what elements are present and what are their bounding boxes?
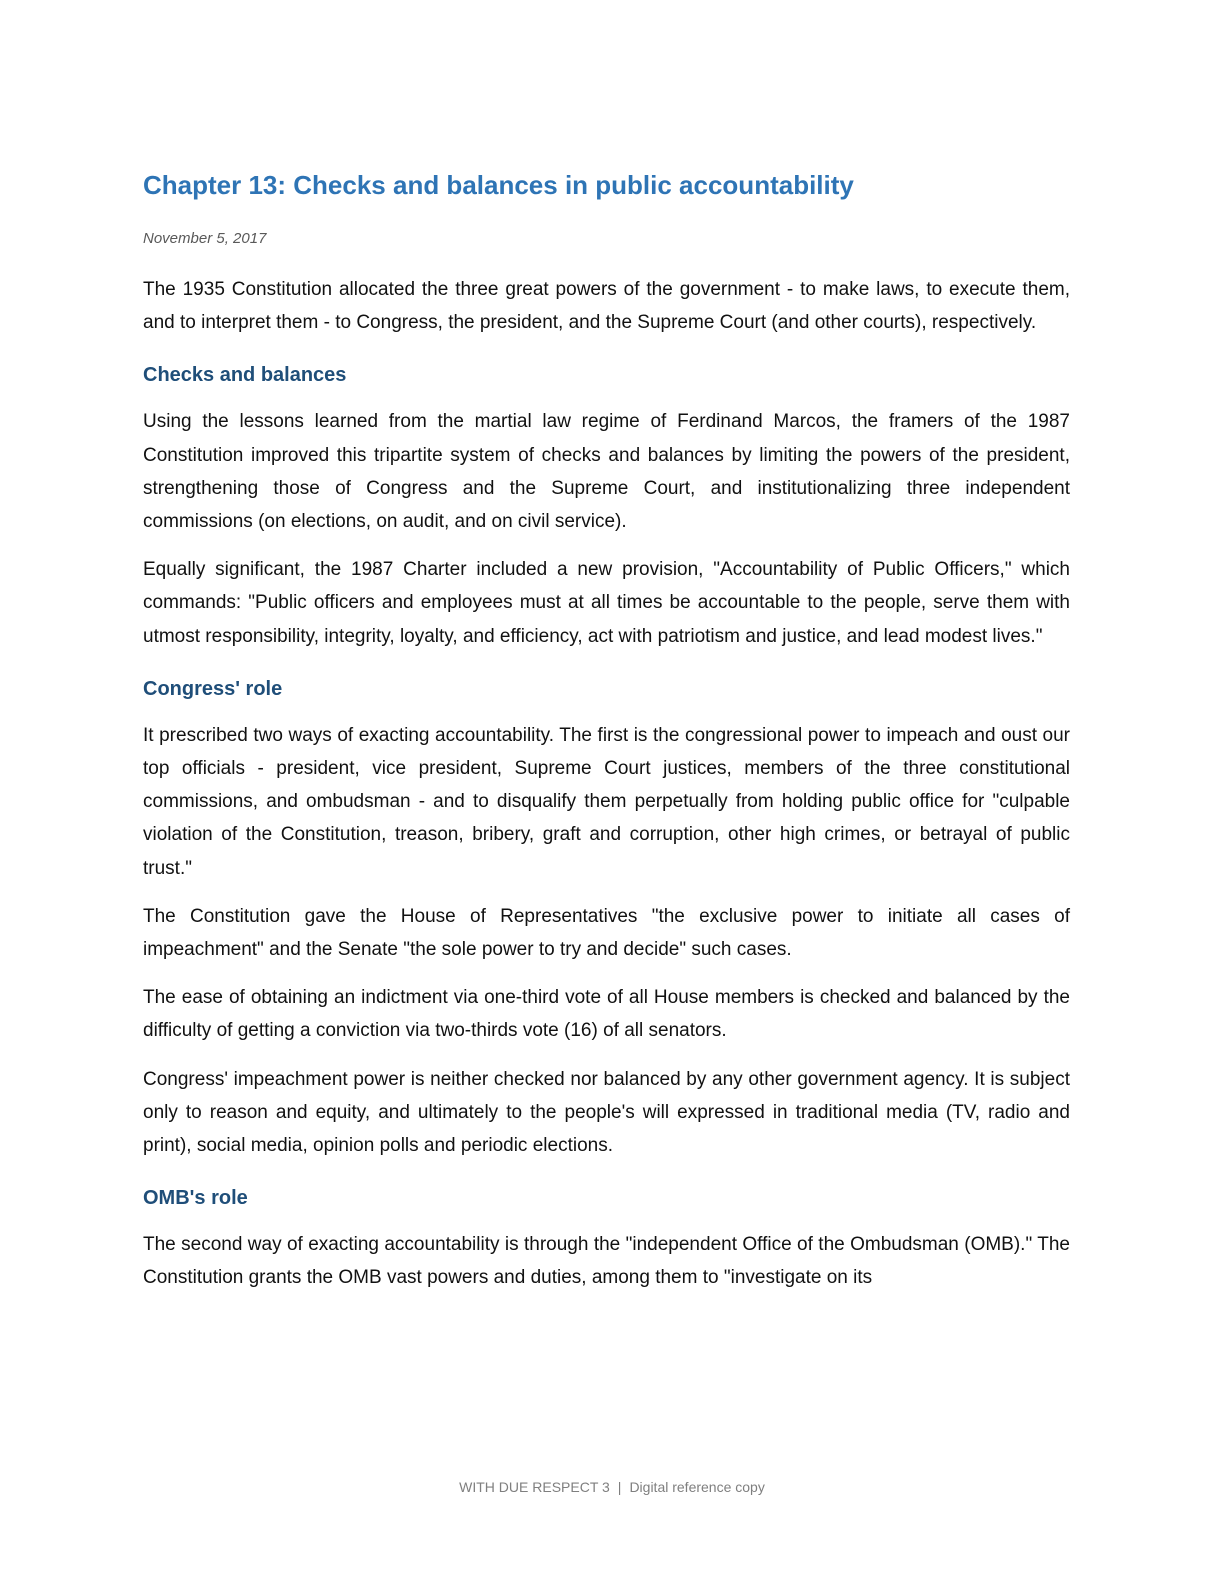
- paragraph: Congress' impeachment power is neither checked nor balanced by any other government agency. It is subject only to reason and equity, and ultimately to the people's will expressed in traditional media (TV, radio and print), social media, opinion polls and periodic elections.: [143, 1068, 1070, 1157]
- section-heading-checks-and-balances: Checks and balances: [143, 364, 347, 387]
- paragraph: It prescribed two ways of exacting accountability. The first is the congressional power to impeach and oust our top officials - president, vice president, Supreme Court justices, members of the three constitutional commissions, and ombudsman - and to disqualify them perpetually from holding public office for "culpable violation of the Constitution, treason, bribery, graft and corruption, other high crimes, or betrayal of public trust.": [143, 724, 1070, 879]
- paragraph: Using the lessons learned from the martial law regime of Ferdinand Marcos, the framers of the 1987 Constitution improved this tripartite system of checks and balances by limiting the powers of the president, strengthening those of Congress and the Supreme Court, and institutionalizing three independent commissions (on elections, on audit, and on civil service).: [143, 411, 1070, 533]
- document-page: [143, 0, 1070, 1584]
- paragraph: The second way of exacting accountability is through the "independent Office of the Ombudsman (OMB)." The Constitution grants the OMB vast powers and duties, among them to "investigate on its: [143, 1234, 1070, 1289]
- page-footer: [0, 1479, 1224, 1495]
- article-body: [143, 273, 1070, 1310]
- paragraph: The ease of obtaining an indictment via one-third vote of all House members is checked and balanced by the difficulty of getting a conviction via two-thirds vote (16) of all senators.: [143, 987, 1070, 1042]
- footer-note: Digital reference copy: [629, 1479, 765, 1495]
- footer-separator: |: [617, 1479, 622, 1495]
- chapter-title: Chapter 13: Checks and balances in public accountability: [143, 170, 854, 200]
- footer-book-title: WITH DUE RESPECT 3: [459, 1479, 610, 1495]
- publication-date: November 5, 2017: [143, 230, 267, 247]
- paragraph: The Constitution gave the House of Representatives "the exclusive power to initiate all cases of impeachment" and the Senate "the sole power to try and decide" such cases.: [143, 905, 1070, 961]
- paragraph: Equally significant, the 1987 Charter included a new provision, "Accountability of Public Officers," which commands: "Public officers and employees must at all times be accountable to the people, serve them with utmost responsibility, integrity, loyalty, and efficiency, act with patriotism and justice, and lead modest lives.": [143, 559, 1070, 647]
- section-heading-omb-role: OMB's role: [143, 1187, 248, 1210]
- section-heading-congress-role: Congress' role: [143, 677, 283, 700]
- intro-paragraph: The 1935 Constitution allocated the three great powers of the government - to make laws, to execute them, and to interpret them - to Congress, the president, and the Supreme Court (and other courts), respectively.: [143, 279, 1070, 334]
